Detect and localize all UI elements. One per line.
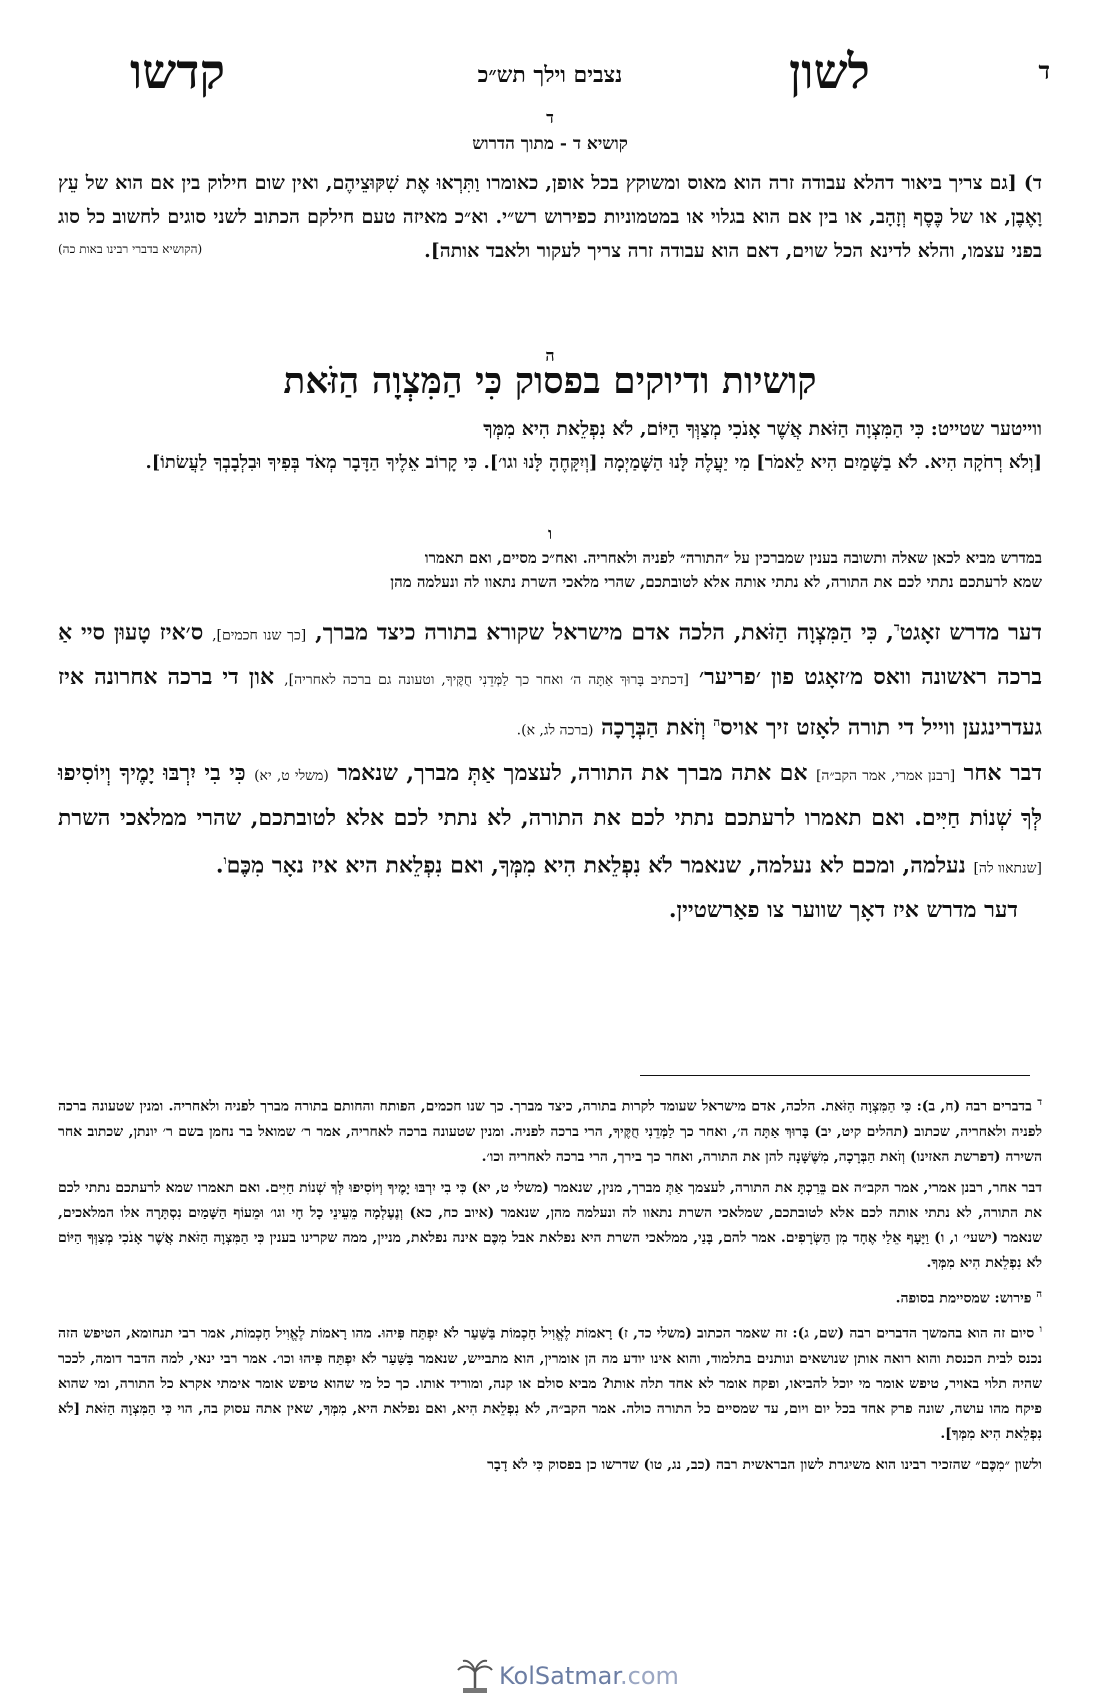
header-title-word-1: לשון <box>789 44 870 100</box>
section-h-number: ה <box>545 346 555 365</box>
palm-tree-icon <box>455 1658 495 1694</box>
section-d-body <box>58 166 1042 268</box>
footnote: ולשון ״מִכֶּם״ שהזכיר רבינו הוא משיגרת לשון הבראשית רבה (כב, נג, טו) שדרשו כן בפסוק כִּי לֹא דָבָר <box>487 1456 1042 1473</box>
section-h-title: קושיות ודיוקים בפסוק כִּי הַמִּצְוָה הַזֹּאת <box>283 360 817 402</box>
footnote: דבר אחר, רבנן אמרי, אמר הקב״ה אם בֵּרַכְתָּ את התורה, לעצמך אַתְּ מברך, מנין, שנאמר (משלי ט, יא) כִּי בִי יִרְבּוּ יָמֶיךָ וְיוֹסִיפוּ לְּךָ שְׁנוֹת חַיִּים. ואם תאמרו שמא לרעתכם נתתי לכם את התורה, לא נתתי אותה לכם אלא לטובתכם, שמלאכי השרת נתאוו לה ונעלמה מהן, שנאמר (איוב כח, כא) וְנֶעֶלְמָה מֵעֵינֵי כָל חָי וגו׳ וּמֵעוֹף הַשָּׁמַיִם נִסְתָּרָה אלו המלאכים, שנאמר (ישעי׳ ו, ו) וַיָּעָף אֵלַי אֶחָד מִן הַשְּׂרָפִים. אמר להם, בָּנַי, ממלאכי השרת היא נפלאת אבל מִכֶּם אינה נפלאת, מניין, ממה שקרינו בענין כִּי הַמִּצְוָה הַזֹּאת אֲשֶׁר אָנֹכִי מְצַוְּךָ הַיּוֹם לֹא נִפְלֵאת הִיא מִמְּךָ. <box>58 1179 1042 1271</box>
section-v-intro <box>58 546 1042 594</box>
section-d-note: (הקושיא בדברי רבינו באות כה) <box>58 242 203 256</box>
paragraph-midrash: דער מדרש זאָגט$^ד$, כִּי הַמִּצְוָה הַזֹּאת, הלכה אדם מישראל שקורא בתורה כיצד מברך, [כך שנו חכמים], ס׳איז טָעוּן סיי אַ ברכה ראשונה וואס מ׳זאָגט פון ׳פריער׳ [דכתיב בָּרוּךְ אַתָּה ה׳ ואחר כך לַמְּדֵנִי חֻקֶּיךָ, וטעונה גם ברכה לאחריה], און די ברכה אחרונה איז געדרינגען ווייל די תורה לאָזט זיך אויס$^ה$ וְזֹאת הַבְּרָכָה (ברכה לג, א). <box>58 619 1042 741</box>
footnote-ref-d[interactable]: ד <box>893 620 900 634</box>
section-d-text: ד) [גם צריך ביאור דהלא עבודה זרה הוא מאוס ומשוקץ בכל אופן, כאומרו וַתִּרְאוּ אֶת שִׁקּוּצֵיהֶם, ואין שום חילוק בין אם הוא של עֵץ וָאֶבֶן, או של כֶּסֶף וְזָהָב, או בין אם הוא בגלוי או במטמוניות כפירוש רש״י. וא״כ מאיזה טעם חילקם הכתוב לשני סוגים לחשוב כל סוג בפני עצמו, והלא לדינא הכל שוים, דאם הוא עבודה זרה צריך לעקור ולאבד אותה]. <box>58 172 1042 262</box>
running-header <box>50 44 1050 104</box>
paragraph-question: דער מדרש איז דאָך שווער צו פאַרשטיין. <box>668 896 1018 923</box>
footnote: $^ו$ סיום זה הוא בהמשך הדברים רבה (שם, ג): זה שאמר הכתוב (משלי כד, ז) רָאמוֹת לֶאֱוִיל חָכְמוֹת בַּשַּׁעַר לֹא יִפְתַּח פִּיהוּ. מהו רָאמוֹת לֶאֱוִיל חָכְמוֹת, אמר רבי תנחומא, הטיפש הזה נכנס לבית הכנסת והוא רואה אותן שנושאים ונותנים בתלמוד, והוא אינו יודע מה הן אומרין, הוא מתבייש, שנאמר בַּשַּׁעַר לֹא יִפְתַּח פִּיהוּ וכו׳. אמר רבי ינאי, למה הדבר דומה, לככר שהיה תלוי באויר, טיפש אומר מי יוכל להביאו, ופקח אומר לא אחד תלה אותו? מביא סולם או קנה, ומוריד אותו. כך כל מי שהוא טיפש אומר אימתי אקרא כל התורה, ומי שהוא פיקח מהו עושה, שונה פרק אחד בכל יום ויום, עד שמסיים כל התורה כולה. אמר הקב״ה, לֹא נִפְלֵאת הִיא, ואם נפלאת היא, מִמְּךָ, שאין אתה עסוק בה, הוי כִּי הַמִּצְוָה הַזֹּאת [לֹא נִפְלֵאת הִיא מִמְּךָ]. <box>58 1324 1043 1442</box>
footnote: $^ד$ בדברים רבה (ח, ב): כִּי הַמִּצְוָה הַזֹּאת. הלכה, אדם מישראל שעומד לקרות בתורה, כיצד מברך. כך שנו חכמים, הפותח והחותם בתורה מברך לפניה ולאחריה. ומנין שטעונה ברכה לפניה ולאחריה, שכתוב (תהלים קיט, יב) בָּרוּךְ אַתָּה ה׳, ואחר כך לַמְּדֵנִי חֻקֶּיךָ, הרי ברכה לפניה. ומנין שטעונה ברכה לאחריה, אמר ר׳ שמואל בר נחמן בשם ר׳ יונתן, שכתוב אחר השירה (דפרשת האזינו) וְזֹאת הַבְּרָכָה, מִשֶּׁשָּׁנָה להן את התורה, ואחר כך בירך, הרי ברכה לאחריה וכו׳. <box>58 1097 1042 1165</box>
footnote: $^ה$ פירוש: שמסיימת בסופה. <box>895 1288 1042 1307</box>
section-h-verse-2: [וְלֹא רְחֹקָה הִיא. לֹא בַשָּׁמַיִם הִיא לֵאמֹר] מִי יַעֲלֶה לָּנוּ הַשָּׁמַיְמָה [וְיִקָּחֶהָ לָּנוּ וגו׳]. כִּי קָרוֹב אֵלֶיךָ הַדָּבָר מְאֹד בְּפִיךָ וּבִלְבָבְךָ לַעֲשׂתוֹ]. <box>145 452 1042 473</box>
watermark-text: KolSatmar.com <box>499 1662 679 1690</box>
header-portion: נצבים וילך תש״כ <box>477 62 623 88</box>
section-v-body <box>58 606 1042 931</box>
section-d-number: ד <box>546 108 554 127</box>
section-v-intro-line-2: שמא לרעתכם נתתי לכם את התורה, לא נתתי אותה אלא לטובתכם, שהרי מלאכי השרת נתאוו לה ונעלמה מהן <box>390 573 1042 591</box>
footnote-divider <box>640 1075 1030 1076</box>
section-h-verse-1: ווייטער שטייט: כִּי הַמִּצְוָה הַזֹּאת אֲשֶׁר אָנֹכִי מְצַוְּךָ הַיּוֹם, לֹא נִפְלֵאת הִיא מִמְּךָ <box>483 418 1042 440</box>
kolsatmar-watermark <box>455 1658 705 1694</box>
page-letter: ד <box>1038 56 1050 85</box>
header-title-word-2: קדשו <box>130 44 226 100</box>
section-d-title: קושיא ד - מתוך הדרוש <box>472 134 628 154</box>
footnote-ref-v[interactable]: ו <box>223 852 227 867</box>
section-v-intro-line-1: במדרש מביא לכאן שאלה ותשובה בענין שמברכין על ״התורה״ לפניה ולאחריה. ואח״כ מסיים, ואם תאמרו <box>424 549 1042 567</box>
footnote-ref-h[interactable]: ה <box>713 715 721 730</box>
paragraph-davar-acher: דבר אחר [רבנן אמרי, אמר הקב״ה] אם אתה מברך את התורה, לעצמך אַתְּ מברך, שנאמר (משלי ט, יא) כִּי בִי יִרְבּוּ יָמֶיךָ וְיוֹסִיפוּ לְּךָ שְׁנוֹת חַיִּים. ואם תאמרו לרעתכם נתתי לכם את התורה, לא נתתי לכם אלא לטובתכם, שהרי ממלאכי השרת [שנתאוו לה] נעלמה, ומכם לא נעלמה, שנאמר לֹא נִפְלֵאת הִיא מִמְּךָ, ואם נִפְלֵאת היא איז נאָר מִכֶּם$^ו$. <box>58 759 1042 878</box>
footnotes <box>58 1090 1042 1484</box>
section-v-number: ו <box>547 524 553 543</box>
